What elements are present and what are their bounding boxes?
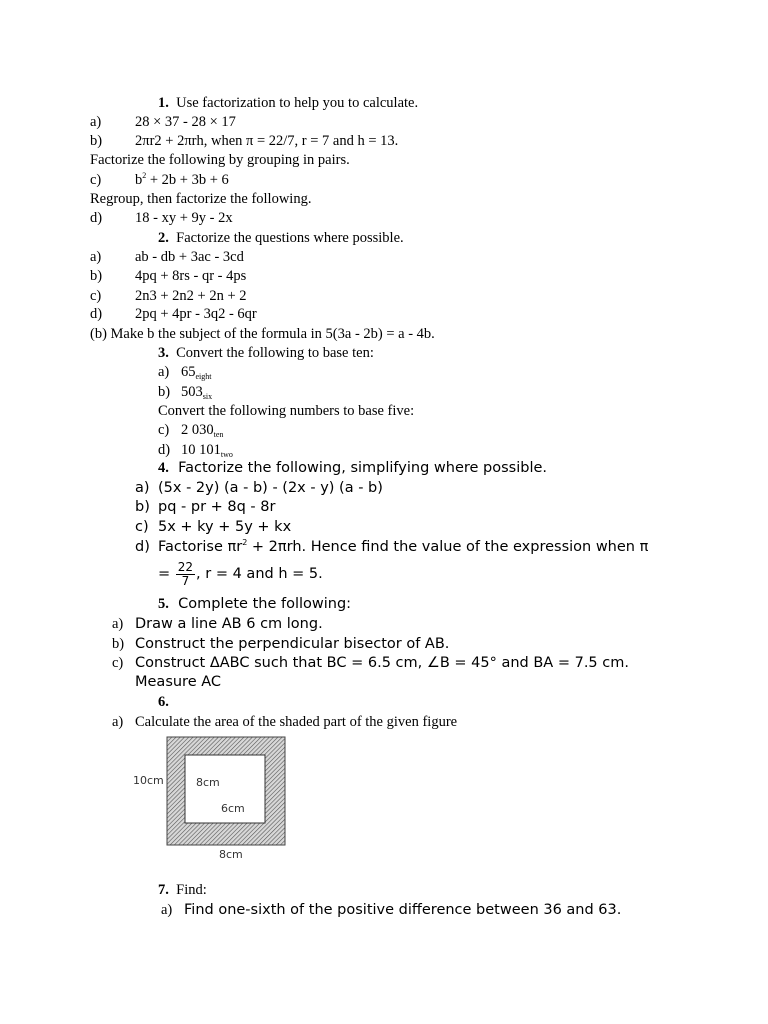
q4-c-label: c) [135, 519, 149, 535]
outer-width-label: 8cm [219, 848, 243, 861]
q1-grouping-instruction: Factorize the following by grouping in pairs. [90, 152, 350, 168]
q6-heading [158, 693, 169, 711]
q1-heading [158, 94, 418, 112]
q4-d-part2: + 2πrh. Hence find the value of the expression when π [247, 539, 649, 555]
q2-heading [158, 229, 404, 247]
q7-title: Find: [176, 882, 207, 898]
q4-title: Factorize the following, simplifying where possible. [178, 460, 548, 476]
q2-a-label: a) [90, 249, 102, 265]
q3-d-base: two [220, 450, 233, 459]
q3-a-base: eight [195, 372, 212, 381]
q1-c-rest: + 2b + 3b + 6 [146, 172, 229, 188]
q1-c-label: c) [90, 172, 102, 188]
q1-d-label: d) [90, 210, 103, 226]
q1-c-base: b [135, 172, 143, 188]
q4-a-text: (5x - 2y) (a - b) - (2x - y) (a - b) [158, 480, 383, 496]
q4-number: 4. [158, 460, 169, 476]
q2-title: Factorize the questions where possible. [176, 230, 404, 246]
inner-height-label: 8cm [196, 776, 220, 789]
q1-a-text: 28 × 37 - 28 × 17 [135, 114, 236, 130]
q4-d-tail: , r = 4 and h = 5. [196, 566, 323, 582]
shaded-frame-figure [165, 735, 287, 847]
q3-b-base: six [202, 392, 213, 401]
q1-d-text: 18 - xy + 9y - 2x [135, 210, 233, 226]
q4-d-text [158, 538, 648, 556]
q3-a-label: a) [158, 364, 170, 380]
q4-d-part1: Factorise πr [158, 539, 243, 555]
q1-b-text: 2πr2 + 2πrh, when π = 22/7, r = 7 and h = 13. [135, 133, 399, 149]
q4-d-equals: = [158, 566, 171, 582]
q3-heading [158, 344, 374, 362]
q1-title: Use factorization to help you to calculate. [176, 95, 419, 111]
q3-a-value: 65 [181, 364, 196, 380]
q5-a-text: Draw a line AB 6 cm long. [135, 616, 323, 632]
q7-heading [158, 881, 207, 899]
q3-c-label: c) [158, 422, 170, 438]
q3-number: 3. [158, 345, 169, 361]
q2-number: 2. [158, 230, 169, 246]
q5-c-text: Construct ΔABC such that BC = 6.5 cm, ∠B = 45° and BA = 7.5 cm. [135, 655, 629, 671]
q4-b-text: pq - pr + 8q - 8r [158, 499, 276, 515]
q3-a-number [181, 363, 212, 381]
q1-number: 1. [158, 95, 169, 111]
q5-a-label: a) [112, 616, 124, 632]
q3-b-number [181, 383, 212, 401]
q3-d-label: d) [158, 442, 171, 458]
q3-b-label: b) [158, 384, 171, 400]
q1-c-expression [135, 171, 229, 189]
q1-a-label: a) [90, 114, 102, 130]
q6-a-label: a) [112, 714, 124, 730]
q4-a-label: a) [135, 480, 150, 496]
q3-c-base: ten [213, 430, 224, 439]
q1-c-exponent: 2 [142, 171, 147, 180]
q4-d-continuation [158, 558, 323, 590]
q2-d-label: d) [90, 306, 103, 322]
q5-c-label: c) [112, 655, 124, 671]
q3-title: Convert the following to base ten: [176, 345, 374, 361]
q3-d-number [181, 441, 233, 459]
q5-heading [158, 595, 351, 613]
q4-heading [158, 459, 547, 477]
outer-height-label: 10cm [133, 774, 164, 787]
q4-d-fraction-denominator: 7 [181, 573, 190, 588]
q2-subject-of-formula: (b) Make b the subject of the formula in 5(3a - 2b) = a - 4b. [90, 326, 435, 342]
q3-b-value: 503 [181, 384, 203, 400]
q7-a-label: a) [161, 902, 173, 918]
q2-a-text: ab - db + 3ac - 3cd [135, 249, 244, 265]
q2-d-text: 2pq + 4pr - 3q2 - 6qr [135, 306, 257, 322]
q4-d-exponent: 2 [242, 538, 248, 547]
q7-number: 7. [158, 882, 169, 898]
q3-d-value: 10 101 [181, 442, 221, 458]
q1-b-label: b) [90, 133, 103, 149]
q2-c-text: 2n3 + 2n2 + 2n + 2 [135, 288, 247, 304]
q2-b-text: 4pq + 8rs - qr - 4ps [135, 268, 247, 284]
q5-b-label: b) [112, 636, 125, 652]
q2-c-label: c) [90, 288, 102, 304]
q6-number: 6. [158, 694, 169, 710]
q3-c-number [181, 421, 223, 439]
q2-b-label: b) [90, 268, 103, 284]
q7-a-text: Find one-sixth of the positive difference between 36 and 63. [184, 902, 622, 918]
q4-d-label: d) [135, 539, 150, 555]
q5-b-text: Construct the perpendicular bisector of AB. [135, 636, 450, 652]
q5-title: Complete the following: [178, 596, 352, 612]
q1-regroup-instruction: Regroup, then factorize the following. [90, 191, 312, 207]
q6-a-text: Calculate the area of the shaded part of the given figure [135, 714, 458, 730]
inner-width-label: 6cm [221, 802, 245, 815]
q4-c-text: 5x + ky + 5y + kx [158, 519, 292, 535]
q4-b-label: b) [135, 499, 150, 515]
q4-d-fraction-numerator: 22 [177, 559, 194, 574]
q3-base-five-instruction: Convert the following numbers to base five: [158, 403, 415, 419]
q5-c-text-continued: Measure AC [135, 674, 222, 690]
q4-d-fraction [176, 561, 195, 588]
q3-c-value: 2 030 [181, 422, 214, 438]
q5-number: 5. [158, 596, 169, 612]
